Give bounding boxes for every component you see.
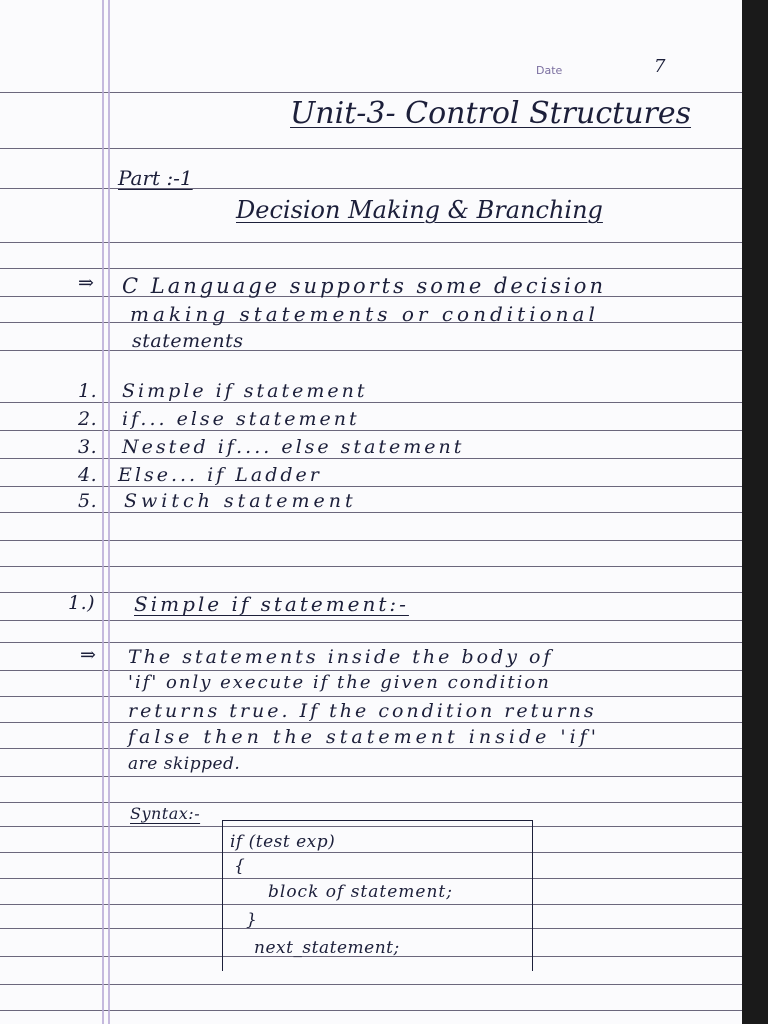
ruled-line [0, 1010, 742, 1011]
list-number: 3. [78, 436, 98, 458]
margin-line-left-inner [108, 0, 110, 1024]
margin-line-left [102, 0, 104, 1024]
page-number: 7 [654, 56, 666, 77]
code-line: next_statement; [254, 938, 400, 958]
scan-edge-shadow [742, 0, 768, 1024]
ruled-line [0, 984, 742, 985]
body-line: The statements inside the body of [128, 646, 554, 668]
ruled-line [0, 566, 742, 567]
ruled-line [0, 776, 742, 777]
list-item: Switch statement [124, 490, 357, 512]
ruled-line [0, 540, 742, 541]
ruled-line [0, 512, 742, 513]
intro-line: statements [132, 330, 244, 352]
ruled-line [0, 92, 742, 93]
ruled-line [0, 350, 742, 351]
list-number: 2. [78, 408, 98, 430]
code-line: } [246, 910, 258, 930]
part-label: Part :-1 [118, 166, 193, 190]
intro-line: C Language supports some decision [122, 274, 606, 298]
body-line: 'if' only execute if the given condition [128, 672, 551, 693]
section-marker: ⇒ [80, 644, 97, 666]
ruled-line [0, 402, 742, 403]
list-item: if... else statement [122, 408, 360, 430]
ruled-line [0, 268, 742, 269]
ruled-line [0, 242, 742, 243]
ruled-line [0, 802, 742, 803]
ruled-line [0, 722, 742, 723]
ruled-line [0, 670, 742, 671]
ruled-line [0, 486, 742, 487]
syntax-label: Syntax:- [130, 804, 201, 823]
code-line: { [234, 856, 246, 876]
ruled-line [0, 430, 742, 431]
ruled-line [0, 148, 742, 149]
list-item: Nested if.... else statement [122, 436, 465, 458]
ruled-line [0, 188, 742, 189]
body-line: are skipped. [128, 754, 241, 774]
ruled-line [0, 696, 742, 697]
list-item: Else... if Ladder [118, 464, 322, 486]
date-label: Date [536, 64, 563, 77]
section-subtitle: Decision Making & Branching [236, 196, 603, 224]
ruled-line [0, 458, 742, 459]
list-item: Simple if statement [122, 380, 368, 402]
list-number: 1. [78, 380, 98, 402]
body-line: false then the statement inside 'if' [128, 726, 600, 748]
intro-line: making statements or conditional [130, 302, 599, 326]
section-heading: Simple if statement:- [134, 592, 409, 616]
intro-marker: ⇒ [78, 272, 95, 294]
code-line: block of statement; [268, 882, 453, 902]
section-number: 1.) [68, 592, 96, 614]
ruled-line [0, 748, 742, 749]
page-title: Unit-3- Control Structures [290, 96, 692, 131]
body-line: returns true. If the condition returns [128, 700, 597, 722]
ruled-line [0, 620, 742, 621]
code-line: if (test exp) [230, 832, 336, 852]
ruled-line [0, 642, 742, 643]
list-number: 5. [78, 490, 98, 512]
list-number: 4. [78, 464, 98, 486]
